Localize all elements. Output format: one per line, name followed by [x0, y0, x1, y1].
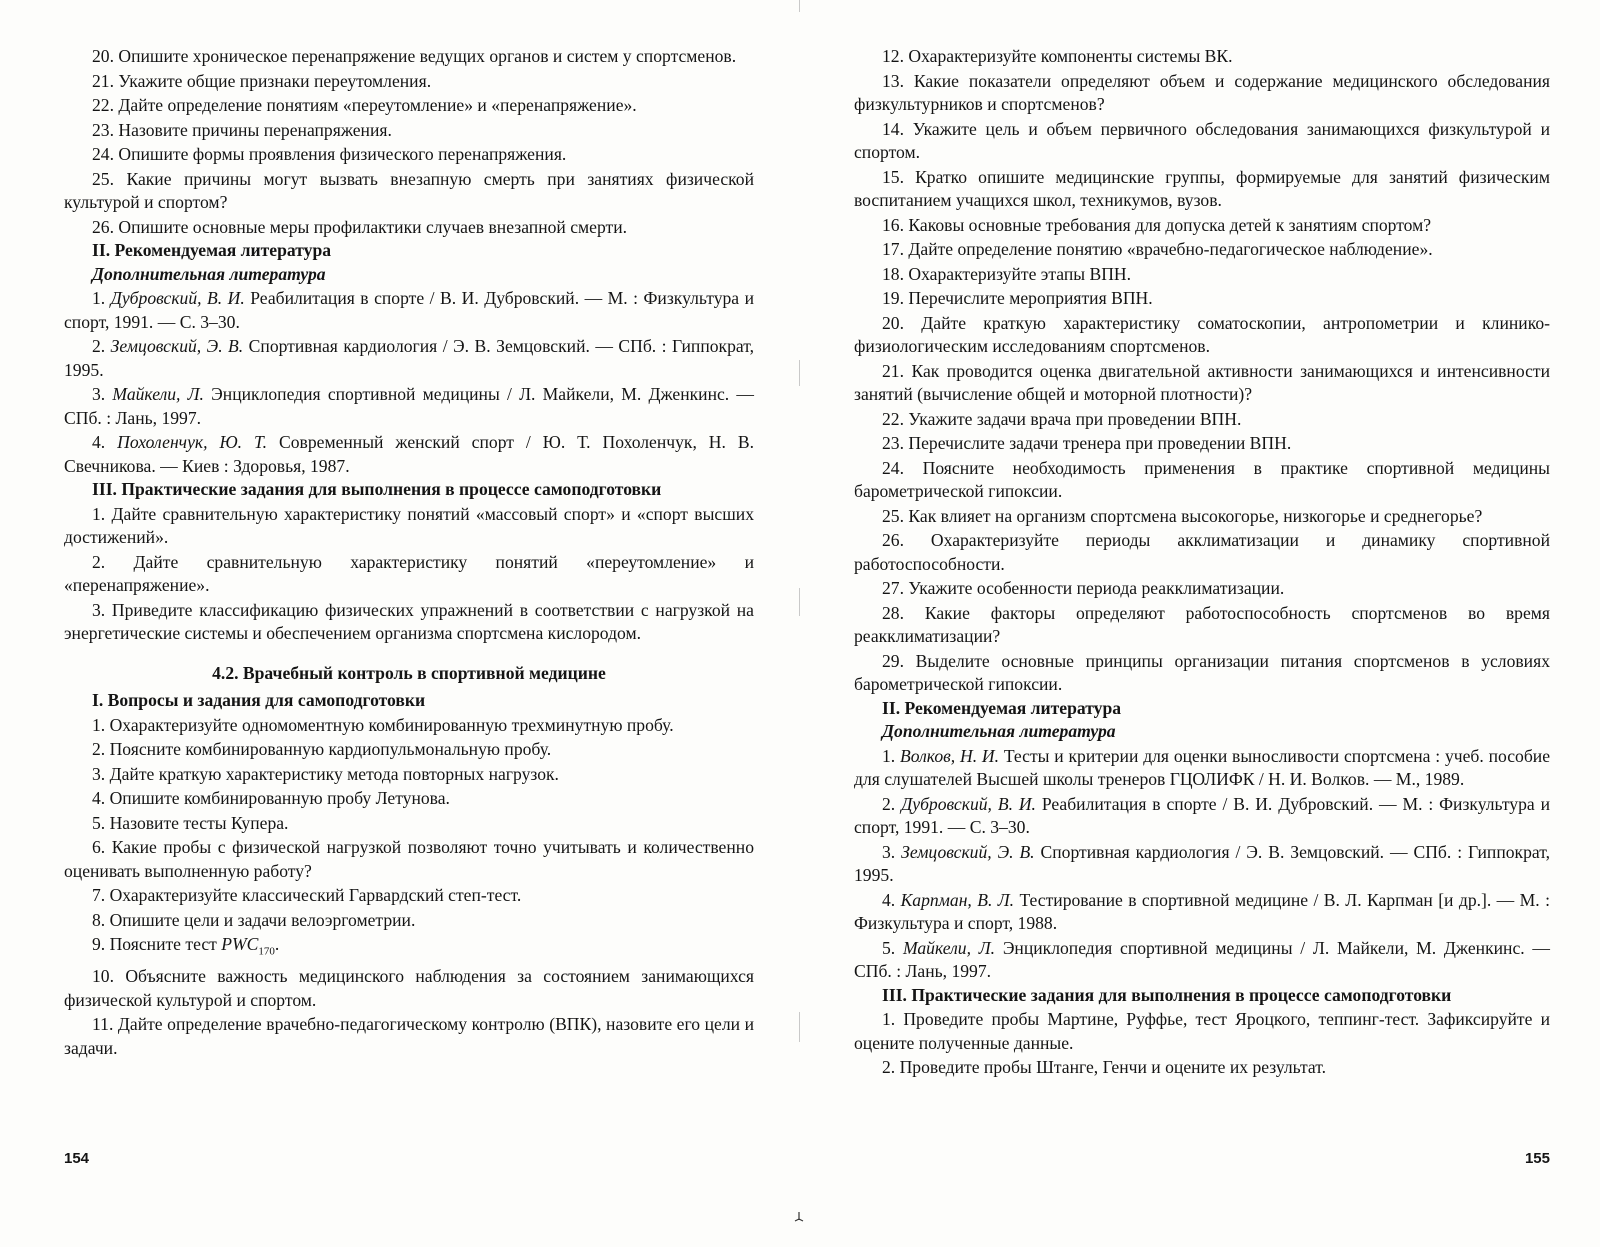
- pwc-subscript: 170: [258, 945, 275, 958]
- right-page: [800, 0, 1600, 1247]
- question-item: 3. Приведите классификацию физических упражнений в соответствии с нагрузкой на энергетические системы и обеспечением организма спортсмена кислородом.: [64, 599, 754, 643]
- reference-author: Земцовский, Э. В.: [901, 841, 1035, 862]
- reference-text: Спортивная кардиология / Э. В. Земцовский. — СПб. : Гиппократ, 1995.: [64, 336, 754, 380]
- reference-author: Майкели, Л.: [902, 937, 996, 958]
- reference-number: 4.: [882, 889, 901, 910]
- chapter-section-title: 4.2. Врачебный контроль в спортивной медицине: [212, 662, 606, 683]
- reference-number: 2.: [92, 336, 111, 356]
- question-item: 13. Какие показатели определяют объем и содержание медицинского обследования физкультурников и спортсменов?: [854, 70, 1550, 114]
- question-item: 2. Поясните комбинированную кардиопульмональную пробу.: [92, 739, 552, 759]
- question-item: 26. Охарактеризуйте периоды акклиматизации и динамику спортивной работоспособности.: [854, 530, 1550, 574]
- question-item: 7. Охарактеризуйте классический Гарвардский степ-тест.: [92, 885, 522, 905]
- reference-number: 3.: [882, 841, 902, 862]
- question-item: 16. Каковы основные требования для допуска детей к занятиям спортом?: [882, 214, 1432, 235]
- question-item: 21. Укажите общие признаки переутомления.: [92, 70, 432, 91]
- reference-author: Земцовский, Э. В.: [110, 336, 244, 356]
- question-item: 18. Охарактеризуйте этапы ВПН.: [882, 263, 1132, 284]
- question-item: 19. Перечислите мероприятия ВПН.: [882, 288, 1153, 308]
- question-item: 4. Опишите комбинированную пробу Летунова.: [92, 788, 450, 808]
- question-item: 26. Опишите основные меры профилактики случаев внезапной смерти.: [92, 216, 628, 237]
- reference-item: [64, 335, 754, 382]
- question-item: 23. Назовите причины перенапряжения.: [92, 119, 392, 140]
- reference-author: Дубровский, В. И.: [901, 793, 1036, 814]
- question-item: 5. Назовите тесты Купера.: [92, 812, 289, 833]
- reference-item: [64, 287, 754, 334]
- question-item: 11. Дайте определение врачебно-педагогическому контролю (ВПК), назовите его цели и задачи.: [64, 1014, 754, 1058]
- reference-item: [854, 889, 1550, 936]
- question-item: 24. Опишите формы проявления физического перенапряжения.: [92, 144, 567, 164]
- reference-item: [854, 745, 1550, 792]
- reference-author: Волков, Н. И.: [900, 745, 1000, 766]
- question-item: 22. Укажите задачи врача при проведении ВПН.: [882, 408, 1242, 429]
- question-end: .: [274, 934, 280, 954]
- reference-author: Карпман, В. Л.: [900, 889, 1015, 910]
- subsection-heading: Дополнительная литература: [92, 263, 326, 284]
- reference-item: [854, 841, 1550, 888]
- question-item: 20. Опишите хроническое перенапряжение ведущих органов и систем у спортсменов.: [92, 46, 737, 66]
- question-item: 29. Выделите основные принципы организации питания спортсменов в условиях барометрической гипоксии.: [854, 650, 1550, 694]
- reference-item: [854, 937, 1550, 984]
- reference-author: Дубровский, В. И.: [110, 288, 245, 308]
- reference-author: Похоленчук, Ю. Т.: [117, 432, 268, 452]
- question-item: 28. Какие факторы определяют работоспособность спортсменов во время реакклиматизации?: [854, 602, 1550, 646]
- question-item: 1. Дайте сравнительную характеристику понятий «массовый спорт» и «спорт высших достижений».: [64, 503, 754, 547]
- question-item: 10. Объясните важность медицинского наблюдения за состоянием занимающихся физической культурой и спортом.: [64, 966, 754, 1010]
- reference-text: Тестирование в спортивной медицине / В. Л. Карпман [и др.]. — М. : Физкультура и спорт, 1988.: [854, 889, 1550, 933]
- reference-text: Реабилитация в спорте / В. И. Дубровский. — М. : Физкультура и спорт, 1991. — С. 3–30.: [854, 793, 1550, 837]
- question-item: 20. Дайте краткую характеристику соматоскопии, антропометрии и клинико-физиологическим исследованиям спортсменов.: [854, 312, 1550, 356]
- section-heading: III. Практические задания для выполнения в процессе самоподготовки: [882, 984, 1452, 1005]
- reference-item: [854, 793, 1550, 840]
- reference-number: 4.: [92, 432, 118, 452]
- question-item: [64, 933, 754, 964]
- question-item: 17. Дайте определение понятию «врачебно-педагогическое наблюдение».: [882, 239, 1433, 259]
- question-item: 14. Укажите цель и объем первичного обследования занимающихся физкультурой и спортом.: [854, 118, 1550, 162]
- question-item: 1. Проведите пробы Мартине, Руффье, тест Яроцкого, теппинг-тест. Зафиксируйте и оцените полученные данные.: [854, 1009, 1550, 1053]
- section-heading: II. Рекомендуемая литература: [92, 240, 332, 260]
- page-number-right: 155: [1524, 1150, 1550, 1167]
- question-item: 15. Кратко опишите медицинские группы, формируемые для занятий физическим воспитанием учащихся школ, техникумов, вузов.: [854, 166, 1550, 210]
- question-item: 12. Охарактеризуйте компоненты системы ВК.: [882, 46, 1233, 66]
- question-item: 6. Какие пробы с физической нагрузкой позволяют точно учитывать и количественно оценивать выполненную работу?: [64, 837, 754, 881]
- right-page-text: [854, 44, 1550, 1080]
- reference-text: Тесты и критерии для оценки выносливости спортсмена : учеб. пособие для слушателей Высшей школы тренеров ГЦОЛИФК / Н. И. Волков. — М., 1989.: [854, 745, 1550, 789]
- reference-number: 1.: [882, 745, 901, 766]
- reference-number: 3.: [92, 384, 113, 404]
- section-heading: II. Рекомендуемая литература: [882, 697, 1122, 718]
- question-item: 2. Дайте сравнительную характеристику понятий «переутомление» и «перенапряжение».: [64, 551, 754, 595]
- section-heading: I. Вопросы и задания для самоподготовки: [92, 690, 426, 710]
- reference-item: [64, 383, 754, 430]
- pwc-symbol: PWC: [221, 934, 259, 954]
- question-item: 1. Охарактеризуйте одномоментную комбинированную трехминутную пробу.: [92, 714, 674, 735]
- reference-text: Спортивная кардиология / Э. В. Земцовский. — СПб. : Гиппократ, 1995.: [854, 841, 1551, 885]
- reference-author: Майкели, Л.: [112, 384, 204, 404]
- reference-text: Современный женский спорт / Ю. Т. Похоленчук, Н. В. Свечникова. — Киев : Здоровья, 1987.: [64, 432, 754, 476]
- reference-item: [64, 431, 754, 478]
- question-item: 22. Дайте определение понятиям «переутомление» и «перенапряжение».: [92, 95, 637, 115]
- question-item: 24. Поясните необходимость применения в практике спортивной медицины барометрической гипоксии.: [854, 457, 1550, 501]
- reference-number: 5.: [882, 937, 903, 958]
- question-item: 25. Как влияет на организм спортсмена высокогорье, низкогорье и среднегорье?: [882, 505, 1483, 526]
- reference-text: Реабилитация в спорте / В. И. Дубровский. — М. : Физкультура и спорт, 1991. — С. 3–30.: [64, 288, 754, 332]
- subsection-heading: Дополнительная литература: [882, 721, 1116, 741]
- reference-text: Энциклопедия спортивной медицины / Л. Майкели, М. Дженкинс. — СПб. : Лань, 1997.: [64, 384, 755, 428]
- reference-number: 1.: [92, 288, 111, 308]
- reference-text: Энциклопедия спортивной медицины / Л. Майкели, М. Дженкинс. — СПб. : Лань, 1997.: [854, 937, 1551, 981]
- page-number-left: 154: [64, 1150, 90, 1167]
- section-heading: III. Практические задания для выполнения в процессе самоподготовки: [92, 479, 662, 499]
- question-item: 2. Проведите пробы Штанге, Генчи и оцените их результат.: [882, 1057, 1327, 1077]
- question-text: 9. Поясните тест: [92, 934, 222, 954]
- question-item: 25. Какие причины могут вызвать внезапную смерть при занятиях физической культурой и спортом?: [64, 168, 754, 212]
- question-item: 23. Перечислите задачи тренера при проведении ВПН.: [882, 433, 1292, 453]
- question-item: 27. Укажите особенности периода реакклиматизации.: [882, 578, 1285, 598]
- reference-number: 2.: [882, 793, 902, 814]
- question-item: 8. Опишите цели и задачи велоэргометрии.: [92, 909, 416, 930]
- question-item: 21. Как проводится оценка двигательной активности занимающихся и интенсивности занятий (вычисление общей и моторной плотности)?: [854, 360, 1550, 404]
- question-item: 3. Дайте краткую характеристику метода повторных нагрузок.: [92, 763, 559, 784]
- left-page-text: [64, 44, 754, 1060]
